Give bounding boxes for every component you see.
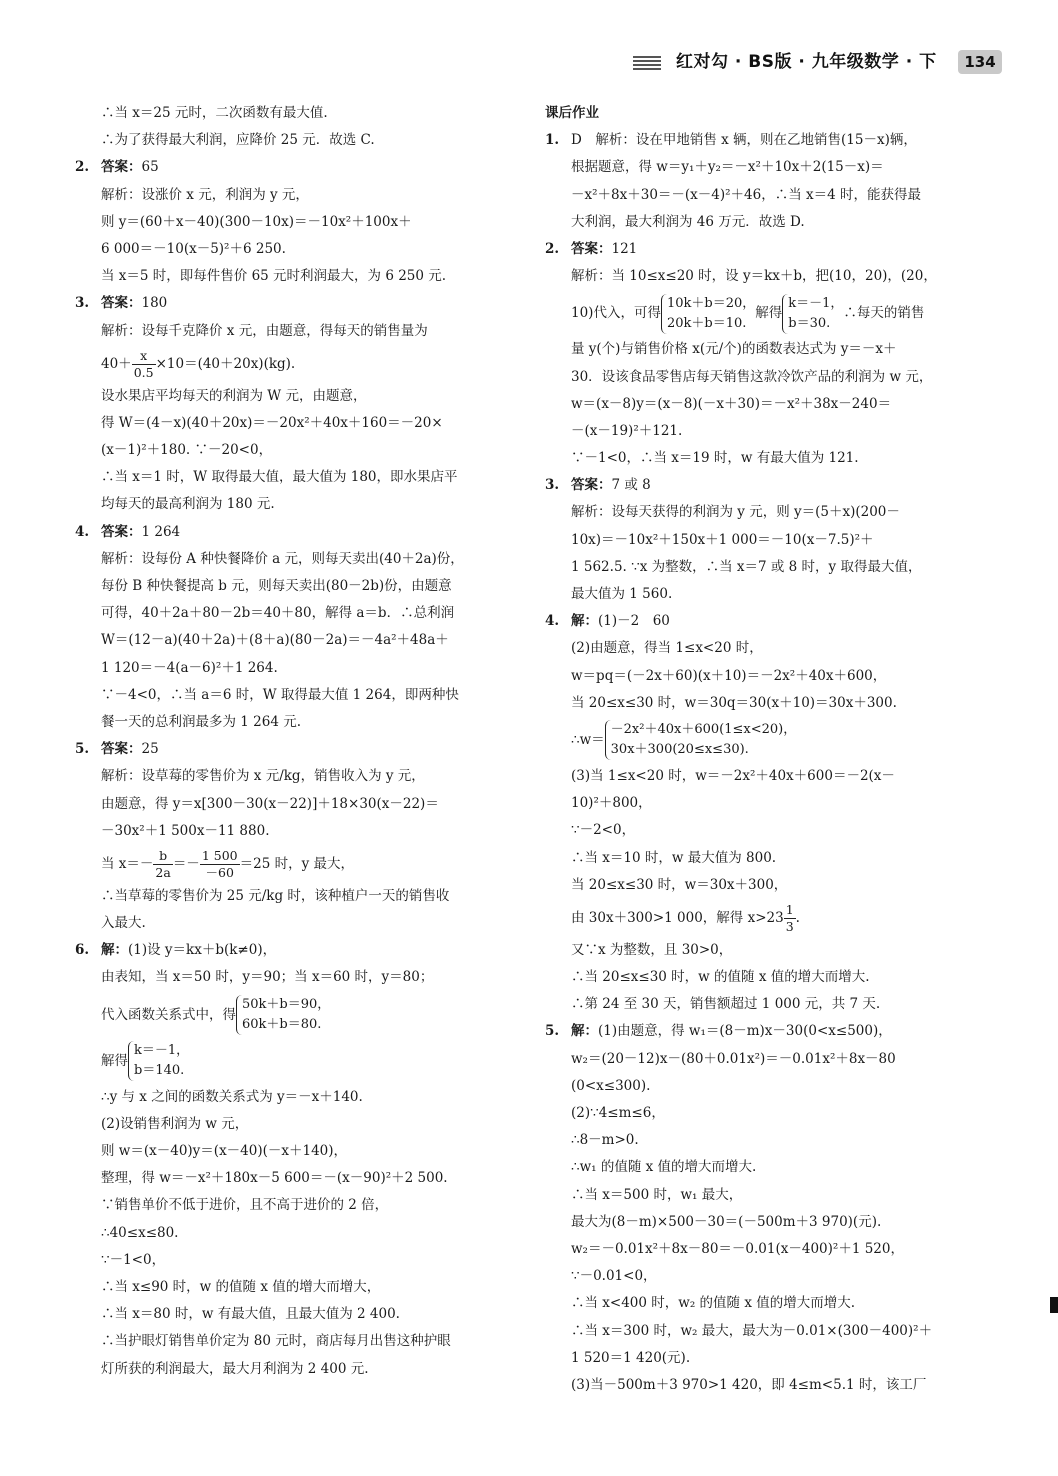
header-decoration <box>633 56 661 72</box>
fraction: $\frac{b}{2a}$ <box>155 847 171 880</box>
text-line: 10x)＝－10x²＋150x＋1 000＝－10(x－7.5)²＋ <box>571 531 874 548</box>
fraction: $\frac{x}{0.5}$ <box>133 347 154 380</box>
equation-system-line: 解得 k＝－1， b＝140. <box>75 1038 533 1084</box>
question-4-solution: 4. 解：(1)－2 60 <box>545 613 670 630</box>
text-line: W＝(12－a)(40＋2a)＋(8＋a)(80－2a)＝－4a²＋48a＋ <box>101 632 449 649</box>
text-line: ∵－2<0， <box>571 822 636 839</box>
equation-system: 50k＋b＝90， 60k＋b＝80. <box>236 995 330 1035</box>
text-line: ∴第 24 至 30 天，销售额超过 1 000 元，共 7 天. <box>571 996 881 1013</box>
text-line: 大利润，最大利润为 46 万元．故选 D. <box>571 213 805 230</box>
formula-line: 当 x＝－ $\frac{b}{2a}$ ＝－ $\frac{1 500}{-60}$ ＝25 时，y 最大， <box>101 847 354 880</box>
text-line: 设水果店平均每天的利润为 W 元，由题意， <box>101 387 367 404</box>
text-line: ∵－0.01<0， <box>571 1268 657 1285</box>
text-line: (2)∵4≤m≤6， <box>571 1105 665 1121</box>
text-line: 餐一天的总利润最多为 1 264 元. <box>101 713 302 730</box>
text-line: ∴当 x＝500 时，w₁ 最大， <box>571 1186 743 1203</box>
text-line: 1 120＝－4(a－6)²＋1 264. <box>101 659 278 676</box>
text-line: ∴当 x＝1 时，W 取得最大值，最大值为 180，即水果店平 <box>101 469 458 486</box>
text-line: ∴当 x＝10 时，w 最大值为 800. <box>571 849 777 866</box>
page-edge-mark <box>1050 1297 1058 1313</box>
text-line: 解析：设每份 A 种快餐降价 a 元，则每天卖出(40＋2a)份， <box>101 550 464 567</box>
question-4-answer: 4. 答案：1 264 <box>75 523 181 540</box>
equation-system-line: 10)代入，可得 10k＋b＝20， 20k＋b＝10. 解得 k＝－1， b＝30. ∴每天的销售 <box>545 290 1005 336</box>
text-line: ∵－1<0， <box>101 1251 166 1268</box>
text-line: －30x²＋1 500x－11 880. <box>101 822 270 839</box>
text-line: 1 520＝1 420(元). <box>571 1349 691 1366</box>
text-line: 解析：设每千克降价 x 元，由题意，得每天的销售量为 <box>101 322 428 339</box>
text-line: 由题意，得 y＝x[300－30(x－22)]＋18×30(x－22)＝ <box>101 795 439 812</box>
text-line: 解析：当 10≤x≤20 时，设 y＝kx＋b，把(10，20)，(20， <box>571 268 937 285</box>
text-line: ∴y 与 x 之间的函数关系式为 y＝－x＋140. <box>101 1088 363 1105</box>
question-6-solution: 6. 解：(1)设 y＝kx＋b(k≠0)， <box>75 942 277 959</box>
text-line: －x²＋8x＋30＝－(x－4)²＋46，∴当 x＝4 时，能获得最 <box>571 186 922 203</box>
equation-system: 10k＋b＝20， 20k＋b＝10. <box>661 294 755 334</box>
text-line: 10)²＋800， <box>571 795 652 812</box>
text-line: 灯所获的利润最大，最大月利润为 2 400 元. <box>101 1360 369 1377</box>
text-line: w＝(x－8)y＝(x－8)(－x＋30)＝－x²＋38x－240＝ <box>571 395 892 412</box>
text-line: ∵－1<0，∴当 x＝19 时，w 有最大值为 121. <box>571 450 859 467</box>
text-line: w＝pq＝(－2x＋60)(x＋10)＝－2x²＋40x＋600， <box>571 667 887 684</box>
question-3-answer: 3. 答案：7 或 8 <box>545 477 651 494</box>
text-line: 均每天的最高利润为 180 元. <box>101 496 275 513</box>
fraction: $\frac{1 500}{-60}$ <box>201 847 238 880</box>
fraction: $\frac{1}{3}$ <box>785 901 794 934</box>
text-line: ∴当 x＝80 时，w 有最大值，且最大值为 2 400. <box>101 1306 400 1323</box>
equation-system-line: 代入函数关系式中，得 50k＋b＝90， 60k＋b＝80. <box>75 992 533 1038</box>
text-line: ∴w₁ 的值随 x 值的增大而增大. <box>571 1159 757 1176</box>
header-title: 红对勾 · BS版 · 九年级数学 · 下 <box>676 52 937 72</box>
page-number: 134 <box>958 50 1002 74</box>
text-line: (x－1)²＋180. ∵－20<0， <box>101 442 273 459</box>
text-line: 则 w＝(x－40)y＝(x－40)(－x＋140)， <box>101 1143 348 1159</box>
text-line: ∴8－m>0. <box>571 1132 639 1149</box>
text-line: 每份 B 种快餐提高 b 元，则每天卖出(80－2b)份，由题意 <box>101 578 452 594</box>
text-line: ∴为了获得最大利润，应降价 25 元．故选 C. <box>101 132 375 149</box>
left-column <box>75 100 533 1383</box>
text-line: －(x－19)²＋121. <box>571 422 683 439</box>
piecewise-function: －2x²＋40x＋600(1≤x<20)， 30x＋300(20≤x≤30). <box>605 720 797 760</box>
text-line: ∴40≤x≤80. <box>101 1224 179 1241</box>
text-line: 最大值为 1 560. <box>571 586 673 602</box>
question-2-answer: 2. 答案：65 <box>75 159 159 176</box>
text-line: ∵销售单价不低于进价，且不高于进价的 2 倍， <box>101 1197 389 1214</box>
text-line: (2)设销售利润为 w 元， <box>101 1115 249 1132</box>
question-5-solution: 5. 解：(1)由题意，得 w₁＝(8－m)x－30(0<x≤500)， <box>545 1023 892 1040</box>
question-2-answer: 2. 答案：121 <box>545 240 638 257</box>
right-column <box>545 100 1005 1399</box>
text-line: (2)由题意，得当 1≤x<20 时， <box>571 640 763 657</box>
text-line: 量 y(个)与销售价格 x(元/个)的函数表达式为 y＝－x＋ <box>571 341 897 358</box>
text-line: 由表知，当 x＝50 时，y＝90；当 x＝60 时，y＝80； <box>101 969 434 986</box>
text-line: 解析：设草莓的零售价为 x 元/kg，销售收入为 y 元， <box>101 768 425 785</box>
text-line: ∴当 x<400 时，w₂ 的值随 x 值的增大而增大. <box>571 1295 856 1312</box>
page-header <box>0 0 1058 90</box>
section-title: 课后作业 <box>545 105 599 121</box>
text-line: (3)当－500m＋3 970>1 420，即 4≤m<5.1 时，该工厂 <box>571 1376 927 1393</box>
text-line: 解析：设每天获得的利润为 y 元，则 y＝(5＋x)(200－ <box>571 504 900 521</box>
text-line: ∴当 x＝300 时，w₂ 最大，最大为－0.01×(300－400)²＋ <box>571 1322 933 1339</box>
text-line: ∴当 20≤x≤30 时，w 的值随 x 值的增大而增大. <box>571 969 870 986</box>
text-line: 当 x＝5 时，即每件售价 65 元时利润最大，为 6 250 元. <box>101 268 447 285</box>
text-line: 入最大. <box>101 915 146 932</box>
text-line: w₂＝(20－12)x－(80＋0.01x²)＝－0.01x²＋8x－80 <box>571 1050 896 1067</box>
text-line: 当 20≤x≤30 时，w＝30q＝30(x＋10)＝30x＋300. <box>571 694 897 711</box>
equation-system: k＝－1， b＝140. <box>128 1041 189 1081</box>
text-line: 1 562.5. ∵x 为整数，∴当 x＝7 或 8 时，y 取得最大值， <box>571 558 922 575</box>
text-line: 可得，40＋2a＋80－2b＝40＋80，解得 a＝b．∴总利润 <box>101 605 455 622</box>
text-line: ∴当 x≤90 时，w 的值随 x 值的增大而增大， <box>101 1278 381 1295</box>
text-line: 又∵x 为整数，且 30>0， <box>571 941 733 958</box>
formula-line: 由 30x＋300>1 000，解得 x>23 $\frac{1}{3}$ . <box>571 901 800 934</box>
text-line: w₂＝－0.01x²＋8x－80＝－0.01(x－400)²＋1 520， <box>571 1240 904 1257</box>
question-5-answer: 5. 答案：25 <box>75 741 159 758</box>
text-line: 30．设该食品零售店每天销售这款冷饮产品的利润为 w 元， <box>571 368 933 385</box>
text-line: (0<x≤300). <box>571 1077 651 1094</box>
piecewise-line: ∴w＝ －2x²＋40x＋600(1≤x<20)， 30x＋300(20≤x≤30). <box>545 717 1005 763</box>
text-line: ∴当草莓的零售价为 25 元/kg 时，该种植户一天的销售收 <box>101 887 450 904</box>
text-line: 得 W＝(4－x)(40＋20x)＝－20x²＋40x＋160＝－20× <box>101 414 443 431</box>
question-1-answer: 1. D 解析：设在甲地销售 x 辆，则在乙地销售(15－x)辆， <box>545 132 917 149</box>
text-line: 解析：设涨价 x 元，利润为 y 元， <box>101 186 309 203</box>
text-line: ∵－4<0，∴当 a＝6 时，W 取得最大值 1 264，即两种快 <box>101 686 459 703</box>
text-line: ∴当护眼灯销售单价定为 80 元时，商店每月出售这种护眼 <box>101 1333 451 1350</box>
text-line: 根据题意，得 w＝y₁＋y₂＝－x²＋10x＋2(15－x)＝ <box>571 159 884 176</box>
text-line: 当 20≤x≤30 时，w＝30x＋300， <box>571 876 788 893</box>
text-line: 最大为(8－m)×500－30＝(－500m＋3 970)(元). <box>571 1213 882 1230</box>
text-line: 整理，得 w＝－x²＋180x－5 600＝－(x－90)²＋2 500. <box>101 1170 448 1187</box>
equation-system: k＝－1， b＝30. <box>782 294 843 334</box>
text-line: 6 000＝－10(x－5)²＋6 250. <box>101 240 286 257</box>
formula-line: 40＋ $\frac{x}{0.5}$ ×10＝(40＋20x)(kg). <box>101 347 296 380</box>
text-line: 则 y＝(60＋x－40)(300－10x)＝－10x²＋100x＋ <box>101 213 412 230</box>
question-3-answer: 3. 答案：180 <box>75 295 168 312</box>
text-line: ∴当 x＝25 元时，二次函数有最大值. <box>101 105 328 121</box>
text-line: (3)当 1≤x<20 时，w＝－2x²＋40x＋600＝－2(x－ <box>571 767 895 784</box>
